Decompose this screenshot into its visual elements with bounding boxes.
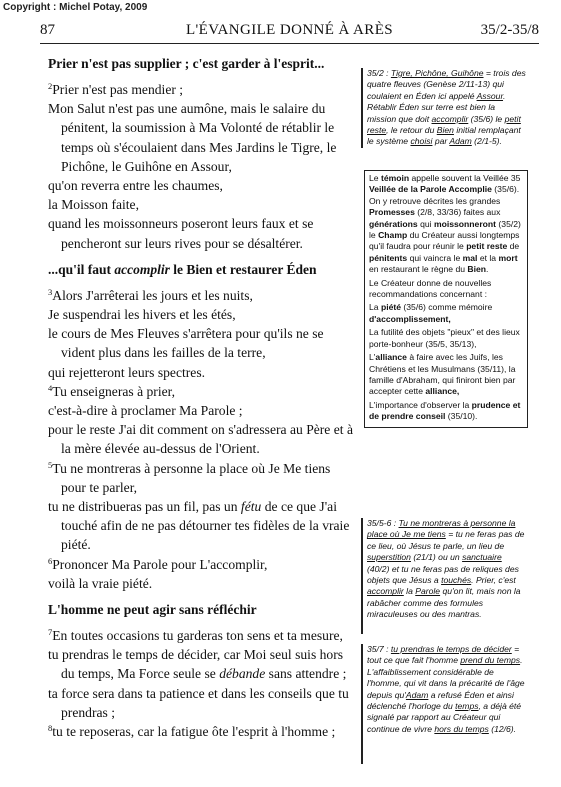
verse-line: voilà la vraie piété. [48,575,153,591]
verse-line: Mon Salut n'est pas une aumône, mais le salaire du pénitent, la soumission à Ma Volonté de rétablir le temps où s'écoulaient dans Mes Jardins le Tigre, le Pichône, le Guihône en Assour, [48,101,337,174]
verse-5 [48,459,356,555]
verse-line: tu te reposeras, car la fatigue ôte l'esprit à l'homme ; [52,724,336,740]
verse-line: pour le reste J'ai dit comment on s'adressera au Père et à la mère élevée au-dessus de l'Orient. [48,422,353,457]
verse-line: ta force sera dans ta patience et dans les conseils que tu prendras ; [48,685,349,720]
verse-line: En toutes occasions tu garderas ton sens et ta mesure, [52,628,343,644]
verse-8 [48,722,356,741]
verse-line: Tu enseigneras à prier, [52,383,176,399]
note-paragraph: L'alliance à faire avec les Juifs, les Chrétiens et les Musulmans (35/11), la famille d'Abraham, qui finiront bien par accepter cette alliance, [369,352,516,397]
section-heading-2: ...qu'il faut accomplir le Bien et restaurer Éden [48,261,317,277]
margin-note-box [364,170,528,428]
verse-line: Je suspendrai les hivers et les étés, [48,307,236,323]
verse-line: qu'on reverra entre les chaumes, [48,178,223,194]
margin-note-35-2: 35/2 : Tigre, Pichône, Guihône = trois des quatre fleuves (Genèse 2/11-13) qui coulaient en Éden ici appelé Assour. Rétablir Éden sur terre est bien la mission que doit accomplir (35/6) le petit reste, le retour du Bien initial remplaçant le système choisi par Adam (2/1-5). [367,68,526,148]
margin-note-35-5-6: 35/5-6 : Tu ne montreras à personne la place où Je me tiens = tu ne feras pas de ce lieu, où Jésus te parle, un lieu de superstition (21/1) ou un sanctuaire (40/2) et tu ne feras pas de reliques des objets que Jésus a touchés. Prier, c'est accomplir la Parole qu'on lit, mais non la rabâcher comme des formules miraculeuses ou des mantras. [367,518,526,621]
note-paragraph: La piété (35/6) comme mémoire d'accomplissement, [369,302,493,324]
verse-line: Prier n'est pas mendier ; [52,82,184,97]
verse-4 [48,382,356,459]
note-paragraph: La futilité des objets "pieux" et des lieux porte-bonheur (35/5, 35/13), [369,327,520,349]
note-paragraph: L'importance d'observer la prudence et de prendre conseil (35/10). [369,399,521,422]
verse-number: 3 [48,286,53,297]
note-paragraph: Le témoin appelle souvent la Veillée 35 Veillée de la Parole Accomplie (35/6). On y retrouve décrites les grandes Promesses (2/8, 33/36) faites aux générations qui moissonneront (35/2) le Champ du Créateur aussi longtemps qu'il faudra pour réunir le petit reste de pénitents qui vaincra le mal et la mort en restaurant le règne du Bien. [369,173,521,275]
main-text [48,55,356,741]
page-number: 87 [40,22,55,38]
verse-6 [48,555,356,593]
note-bar [361,644,363,764]
verse-3 [48,286,356,382]
verse-line: tu prendras le temps de décider, car Moi seul suis hors du temps, Ma Force seule se débande sans attendre ; [48,647,347,682]
verse-line: Alors J'arrêterai les jours et les nuits, [52,287,253,303]
verse-number: 7 [48,627,53,638]
book-title: L'ÉVANGILE DONNÉ À ARÈS [185,22,394,38]
verse-range: 35/2-35/8 [480,22,539,38]
margin-note-35-7: 35/7 : tu prendras le temps de décider = tout ce que fait l'homme prend du temps. L'affaiblissement considérable de l'homme, qui vit dans la précarité de l'âge depuis qu'Adam a refusé Éden et ainsi déclenché l'horloge du temps, a déjà été signalé par rapport au Créateur qui continue de vivre hors du temps (12/6). [367,644,526,735]
verse-line: la Moisson faite, [48,197,139,213]
note-bar [361,68,363,148]
verse-line: quand les moissonneurs poseront leurs faux et se pencheront sur leurs rives pour se désaltérer. [48,216,314,251]
verse-line: qui rejetteront leurs spectres. [48,364,206,380]
verse-line: tu ne distribueras pas un fil, pas un fétu de ce que J'ai touché afin de ne pas détourner tes fidèles de la vraie piété. [48,499,350,553]
verse-7 [48,626,356,722]
verse-line: c'est-à-dire à proclamer Ma Parole ; [48,403,243,419]
note-paragraph: Le Créateur donne de nouvelles recommandations concernant : [369,277,492,300]
verse-number: 6 [48,555,53,566]
copyright: Copyright : Michel Potay, 2009 [3,2,148,13]
verse-number: 8 [48,723,53,734]
section-heading-1: Prier n'est pas supplier ; c'est garder à l'esprit... [48,56,325,71]
verse-line: le cours de Mes Fleuves s'arrêtera pour qu'ils ne se vident plus dans les failles de la terre, [48,326,324,361]
verse-line: Tu ne montreras à personne la place où Je Me tiens pour te parler, [52,460,331,495]
header-rule [40,43,539,44]
section-heading-3: L'homme ne peut agir sans réfléchir [48,602,257,618]
verse-number: 5 [48,459,53,470]
verse-line: Prononcer Ma Parole pour L'accomplir, [52,556,268,572]
verse-number: 4 [48,382,53,393]
verse-number: 2 [48,81,53,91]
note-bar [361,518,363,634]
verse-2 [48,80,356,253]
